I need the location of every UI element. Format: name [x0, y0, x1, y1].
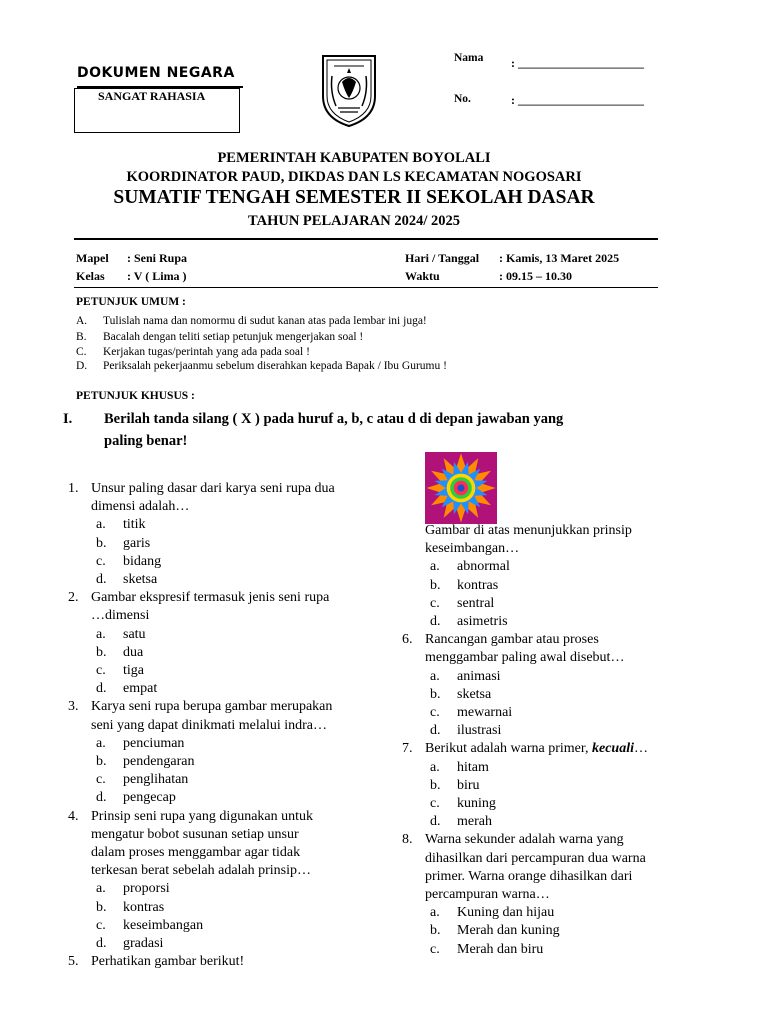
- nama-field[interactable]: : _____________________: [511, 56, 644, 70]
- nama-label: Nama: [454, 52, 484, 64]
- petunjuk-item: A. Tulislah nama dan nomormu di sudut kanan atas pada lembar ini juga!: [76, 315, 427, 327]
- dokumen-negara-label: DOKUMEN NEGARA: [77, 65, 235, 81]
- waktu-label: Waktu: [405, 269, 440, 283]
- kelas-label: Kelas: [76, 269, 105, 283]
- petunjuk-item: C. Kerjakan tugas/perintah yang ada pada soal !: [76, 346, 310, 358]
- option[interactable]: a. satu: [96, 626, 146, 642]
- instruction-line-2: paling benar!: [104, 433, 188, 449]
- option[interactable]: a. proporsi: [96, 881, 170, 897]
- no-label: No.: [454, 93, 471, 105]
- question-5: 5. Perhatikan gambar berikut!: [68, 954, 245, 970]
- option[interactable]: c. tiga: [96, 663, 144, 679]
- petunjuk-item: B. Bacalah dengan teliti setiap petunjuk mengerjakan soal !: [76, 331, 364, 343]
- option[interactable]: d. asimetris: [430, 614, 508, 630]
- boyolali-emblem-icon: [320, 52, 378, 128]
- option[interactable]: a. hitam: [430, 759, 489, 775]
- hari-label: Hari / Tanggal: [405, 251, 480, 265]
- question-6: 6. Rancangan gambar atau proses: [402, 632, 599, 648]
- option[interactable]: a. titik: [96, 517, 146, 533]
- question-4: 4. Prinsip seni rupa yang digunakan untuk: [68, 808, 314, 824]
- petunjuk-khusus-title: PETUNJUK KHUSUS :: [76, 390, 195, 402]
- petunjuk-umum-title: PETUNJUK UMUM :: [76, 296, 186, 308]
- option[interactable]: a. Kuning dan hijau: [430, 905, 555, 921]
- question-8: 8. Warna sekunder adalah warna yang: [402, 832, 624, 848]
- option[interactable]: c. sentral: [430, 595, 495, 611]
- mapel-label: Mapel: [76, 251, 109, 265]
- question-2: 2. Gambar ekspresif termasuk jenis seni rupa: [68, 590, 330, 606]
- instruction-roman: I.: [63, 411, 73, 427]
- mandala-image: [425, 452, 497, 524]
- option[interactable]: d. gradasi: [96, 936, 164, 952]
- option[interactable]: b. dua: [96, 644, 144, 660]
- option[interactable]: b. pendengaran: [96, 754, 195, 770]
- petunjuk-item: D. Periksalah pekerjaanmu sebelum diserahkan kepada Bapak / Ibu Gurumu !: [76, 360, 447, 372]
- option[interactable]: a. penciuman: [96, 735, 185, 751]
- option[interactable]: b. biru: [430, 777, 480, 793]
- heading-koordinator: KOORDINATOR PAUD, DIKDAS DAN LS KECAMATAN NOGOSARI: [126, 169, 582, 185]
- option[interactable]: c. bidang: [96, 553, 162, 569]
- no-field[interactable]: : _____________________: [511, 93, 644, 107]
- heading-pemerintah: PEMERINTAH KABUPATEN BOYOLALI: [217, 150, 491, 166]
- option[interactable]: d. empat: [96, 681, 158, 697]
- question-1: 1. Unsur paling dasar dari karya seni rupa dua dimensi adalah… a. titik b. garis c. bidang d. sketsa 2. Gambar ekspresif termasuk jenis seni rupa …dimensi a. satu b. dua c. tiga d. empat 3. Karya seni rupa berupa gambar merupakan seni yang dapat dinikmati melalui indra… a. penciuman b. pendengaran c. penglihatan d. pengecap 4. Prinsip seni rupa yang digunakan untuk mengatur bobot susunan setiap unsur dalam proses menggambar agar tidak terkesan berat sebelah adalah prinsip… a. proporsi b. kontras c. keseimbangan d. gradasi 5. Perhatikan gambar berikut!: [91, 480, 361, 971]
- option[interactable]: d. pengecap: [96, 790, 176, 806]
- heading-sumatif: SUMATIF TENGAH SEMESTER II SEKOLAH DASAR: [113, 187, 595, 208]
- mapel-value: : Seni Rupa: [127, 251, 188, 265]
- header-divider: [74, 238, 658, 240]
- option[interactable]: b. Merah dan kuning: [430, 923, 560, 939]
- question-3: 3. Karya seni rupa berupa gambar merupakan: [68, 699, 333, 715]
- option[interactable]: d. merah: [430, 814, 492, 830]
- option[interactable]: c. keseimbangan: [96, 917, 204, 933]
- option[interactable]: c. kuning: [430, 796, 496, 812]
- option[interactable]: c. mewarnai: [430, 705, 513, 721]
- option[interactable]: d. ilustrasi: [430, 723, 502, 739]
- sangat-rahasia-label: SANGAT RAHASIA: [98, 89, 206, 103]
- question-7: 7. Berikut adalah warna primer, kecuali…: [402, 741, 648, 757]
- heading-tahun: TAHUN PELAJARAN 2024/ 2025: [248, 213, 460, 229]
- option[interactable]: d. sketsa: [96, 572, 158, 588]
- option[interactable]: a. abnormal: [430, 559, 510, 575]
- option[interactable]: b. sketsa: [430, 686, 492, 702]
- option[interactable]: c. Merah dan biru: [430, 941, 544, 957]
- option[interactable]: b. garis: [96, 535, 151, 551]
- meta-divider: [74, 287, 658, 288]
- option[interactable]: c. penglihatan: [96, 772, 189, 788]
- question-5-continued: Gambar di atas menunjukkan prinsip keseimbangan… a. abnormal b. kontras c. sentral d. asimetris 6. Rancangan gambar atau proses menggambar paling awal disebut… a. animasi b. sketsa c. mewarnai d. ilustrasi 7. Berikut adalah warna primer, kecuali… a. hitam b. biru c. kuning d. merah 8. Warna sekunder adalah warna yang dihasilkan dari percampuran dua warna primer. Warna orange dihasilkan dari percampuran warna… a. Kuning dan hijau b. Merah dan kuning c. Merah dan biru: [425, 522, 694, 959]
- option[interactable]: b. kontras: [96, 899, 165, 915]
- option[interactable]: b. kontras: [430, 577, 499, 593]
- hari-value: : Kamis, 13 Maret 2025: [499, 251, 620, 265]
- instruction-line-1: Berilah tanda silang ( X ) pada huruf a, b, c atau d di depan jawaban yang: [104, 411, 564, 427]
- waktu-value: : 09.15 – 10.30: [499, 269, 572, 283]
- option[interactable]: a. animasi: [430, 668, 501, 684]
- kelas-value: : V ( Lima ): [127, 269, 187, 283]
